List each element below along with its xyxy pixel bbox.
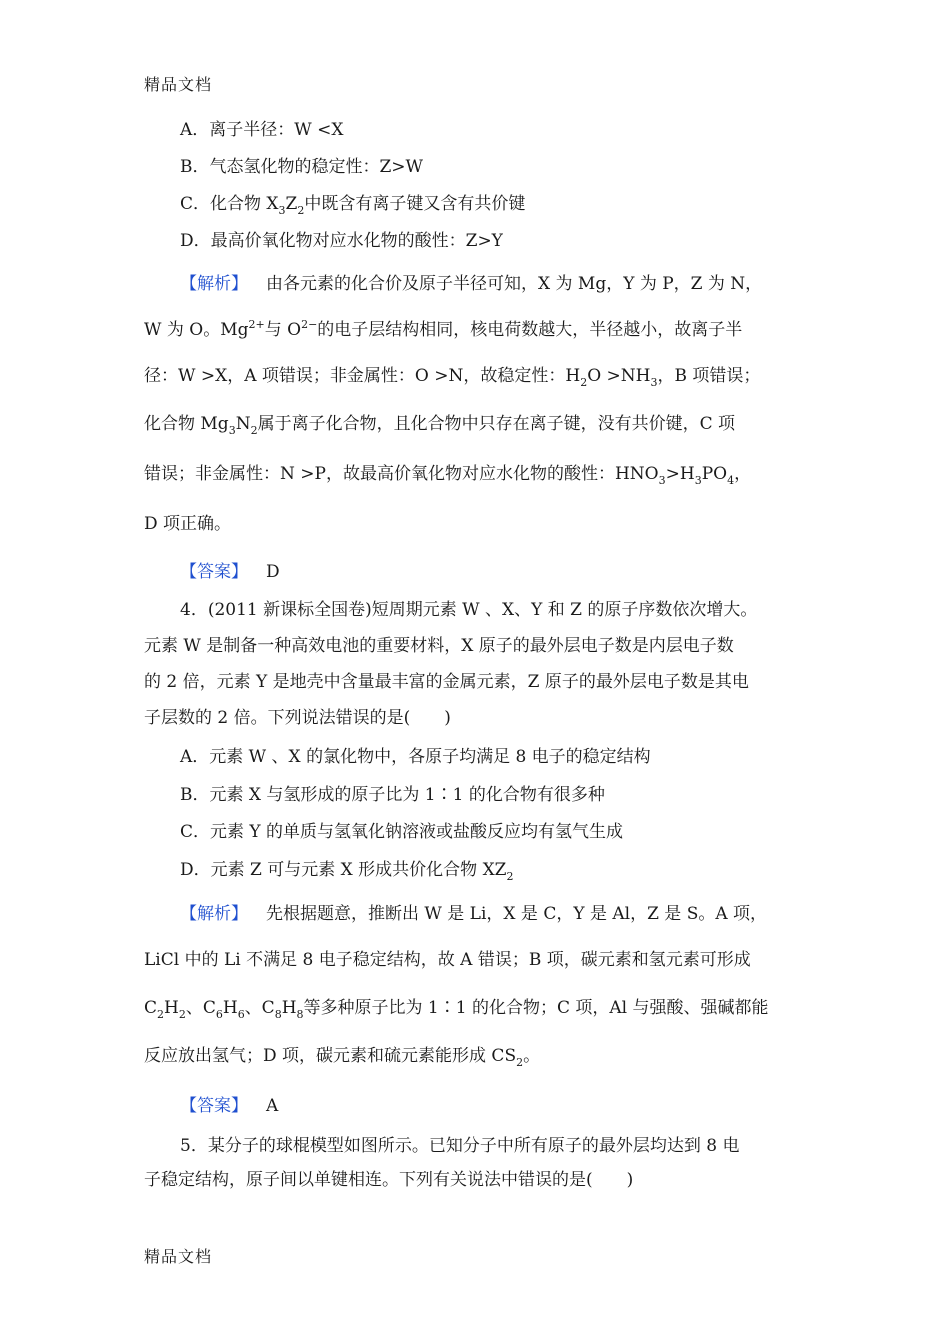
- q3-analysis-line-5: 错误；非金属性：N >P，故最高价氧化物对应水化物的酸性：$HNO_3>H_3PO_4$，: [144, 464, 752, 487]
- q4-analysis-line-3: $C_2H_2$、$C_6H_6$、$C_8H_8$等多种原子比为 1∶1 的化合物；C 项，Al 与强酸、强碱都能: [144, 998, 769, 1021]
- q4-analysis-line-1: 【解析】 先根据题意，推断出 W 是 Li，X 是 C，Y 是 Al，Z 是 S。A 项，: [180, 904, 768, 924]
- q3-analysis-line-2: W 为 O。$Mg^{2+}$与 $O^{2-}$的电子层结构相同，核电荷数越大，半径越小，故离子半: [144, 318, 743, 340]
- q3-analysis-line-4: 化合物 $Mg_3N_2$属于离子化合物，且化合物中只存在离子键，没有共价键，C 项: [144, 414, 735, 437]
- q4-analysis-line-4: 反应放出氢气；D 项，碳元素和硫元素能形成 $CS_2$。: [144, 1046, 541, 1069]
- q4-option-a: A．元素 W 、X 的氯化物中，各原子均满足 8 电子的稳定结构: [180, 747, 651, 767]
- q4-analysis-line-2: LiCl 中的 Li 不满足 8 电子稳定结构，故 A 错误；B 项，碳元素和氢元素可形成: [144, 950, 751, 970]
- q5-stem-line-2: 子稳定结构，原子间以单键相连。下列有关说法中错误的是( ): [144, 1170, 634, 1190]
- q3-analysis-line-3: 径：W >X，A 项错误；非金属性：O >N，故稳定性：$H_2O >NH_3$，B 项错误；: [144, 366, 761, 389]
- q4-option-c: C．元素 Y 的单质与氢氧化钠溶液或盐酸反应均有氢气生成: [180, 822, 624, 842]
- q4-answer: 【答案】 A: [180, 1096, 279, 1116]
- q4-stem-line-4: 子层数的 2 倍。下列说法错误的是( ): [144, 708, 451, 728]
- analysis-tag: 【解析】: [180, 274, 248, 294]
- q4-stem-line-3: 的 2 倍，元素 Y 是地壳中含量最丰富的金属元素，Z 原子的最外层电子数是其电: [144, 672, 749, 692]
- q3-option-d: D．最高价氧化物对应水化物的酸性：Z>Y: [180, 231, 503, 251]
- answer-tag: 【答案】: [180, 1096, 248, 1116]
- page-footer: 精品文档: [144, 1247, 213, 1266]
- q3-option-b: B．气态氢化物的稳定性：Z>W: [180, 157, 424, 177]
- q4-stem-line-2: 元素 W 是制备一种高效电池的重要材料，X 原子的最外层电子数是内层电子数: [144, 636, 734, 656]
- analysis-tag: 【解析】: [180, 904, 248, 924]
- q3-analysis-line-6: D 项正确。: [144, 514, 232, 534]
- q3-option-a: A．离子半径：W <X: [180, 120, 344, 140]
- q5-stem-line-1: 5．某分子的球棍模型如图所示。已知分子中所有原子的最外层均达到 8 电: [180, 1136, 740, 1156]
- q3-analysis-line-1: 【解析】 由各元素的化合价及原子半径可知，X 为 Mg，Y 为 P，Z 为 N，: [180, 274, 763, 294]
- q4-option-d: D．元素 Z 可与元素 X 形成共价化合物 $XZ_2$: [180, 860, 514, 883]
- q3-option-c: C．化合物 $X_3Z_2$中既含有离子键又含有共价键: [180, 194, 526, 217]
- q4-option-b: B．元素 X 与氢形成的原子比为 1∶1 的化合物有很多种: [180, 785, 605, 805]
- q4-stem-line-1: 4．(2011 新课标全国卷)短周期元素 W 、X、Y 和 Z 的原子序数依次增大。: [180, 600, 758, 620]
- q3-answer: 【答案】 D: [180, 562, 280, 582]
- page-header: 精品文档: [144, 75, 213, 94]
- answer-tag: 【答案】: [180, 562, 248, 582]
